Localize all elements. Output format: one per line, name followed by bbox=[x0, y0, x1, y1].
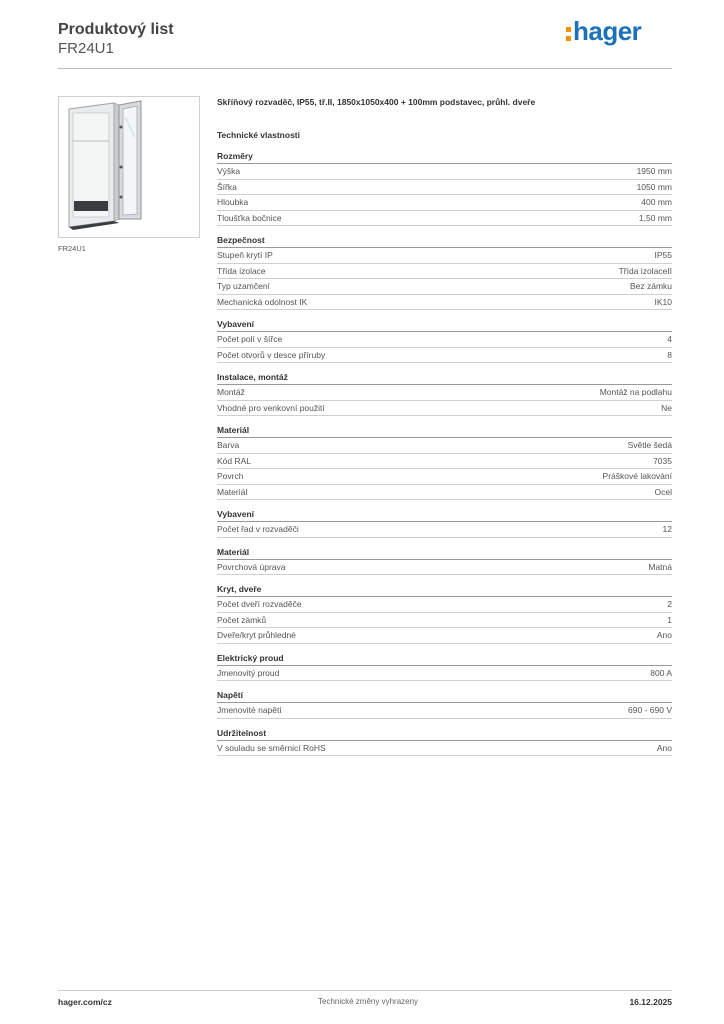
footer-divider bbox=[58, 990, 672, 991]
spec-row bbox=[217, 164, 672, 180]
spec-row bbox=[217, 295, 672, 311]
spec-label: Barva bbox=[217, 440, 240, 450]
spec-label: Třída izolace bbox=[217, 265, 266, 276]
spec-label: Výška bbox=[217, 166, 241, 176]
spec-value: Práškové lakování bbox=[602, 471, 672, 481]
spec-group-title: Kryt, dveře bbox=[217, 583, 672, 597]
spec-group bbox=[217, 424, 672, 500]
logo-dots-icon bbox=[566, 27, 571, 41]
spec-label: Počet polí v šířce bbox=[217, 334, 283, 344]
spec-row bbox=[217, 741, 672, 757]
image-caption: FR24U1 bbox=[58, 244, 86, 253]
spec-group bbox=[217, 727, 672, 757]
spec-group bbox=[217, 508, 672, 538]
spec-group-title: Instalace, montáž bbox=[217, 371, 672, 385]
spec-value: Ocel bbox=[654, 486, 672, 497]
spec-label: Počet zámků bbox=[217, 614, 267, 625]
spec-label: Počet dveří rozvaděče bbox=[217, 599, 302, 609]
spec-row bbox=[217, 522, 672, 538]
spec-label: Povrch bbox=[217, 471, 244, 481]
spec-group-title: Materiál bbox=[217, 546, 672, 560]
spec-value: 1 bbox=[667, 614, 672, 625]
spec-value: 2 bbox=[667, 599, 672, 609]
spec-row bbox=[217, 248, 672, 264]
spec-group-title: Materiál bbox=[217, 424, 672, 438]
spec-label: Jmenovité napětí bbox=[217, 705, 282, 715]
spec-section bbox=[217, 95, 672, 756]
spec-row bbox=[217, 211, 672, 227]
spec-row bbox=[217, 348, 672, 364]
spec-label: Dveře/kryt průhledné bbox=[217, 630, 296, 640]
spec-group-title: Elektrický proud bbox=[217, 652, 672, 666]
spec-group bbox=[217, 689, 672, 719]
spec-value: Matná bbox=[648, 561, 672, 572]
spec-group bbox=[217, 583, 672, 644]
spec-label: Tloušťka bočnice bbox=[217, 212, 282, 223]
spec-label: Hloubka bbox=[217, 197, 249, 207]
spec-group-title: Bezpečnost bbox=[217, 234, 672, 248]
spec-value: Ne bbox=[661, 402, 672, 413]
spec-value: 800 A bbox=[650, 667, 672, 678]
document-title: Produktový list bbox=[58, 21, 174, 38]
spec-value: 8 bbox=[667, 349, 672, 360]
spec-row bbox=[217, 332, 672, 348]
spec-groups bbox=[217, 150, 672, 756]
spec-label: Montáž bbox=[217, 387, 245, 397]
header-divider bbox=[58, 68, 672, 69]
spec-label: Šířka bbox=[217, 181, 237, 192]
product-description: Skříňový rozvaděč, IP55, tř.II, 1850x1050x400 + 100mm podstavec, průhl. dveře bbox=[217, 97, 536, 107]
footer-date: 16.12.2025 bbox=[629, 997, 672, 1007]
spec-value: Bez zámku bbox=[629, 281, 672, 291]
spec-row bbox=[217, 195, 672, 211]
spec-value: IK10 bbox=[654, 296, 672, 307]
spec-value: Světle šedá bbox=[627, 440, 672, 450]
spec-label: Vhodné pro venkovní použití bbox=[217, 402, 325, 413]
spec-value: Montáž na podlahu bbox=[599, 387, 672, 397]
spec-value: 1050 mm bbox=[636, 181, 672, 192]
spec-row bbox=[217, 666, 672, 682]
spec-group bbox=[217, 371, 672, 416]
spec-label: Typ uzamčení bbox=[217, 281, 270, 291]
spec-group-title: Udržitelnost bbox=[217, 727, 672, 741]
spec-value: 1,50 mm bbox=[638, 212, 672, 223]
spec-row bbox=[217, 485, 672, 501]
spec-value: 4 bbox=[667, 334, 672, 344]
spec-label: Stupeň krytí IP bbox=[217, 250, 273, 260]
spec-label: Mechanická odolnost IK bbox=[217, 296, 308, 307]
spec-group-title: Vybavení bbox=[217, 508, 672, 522]
spec-value: Třída izolaceII bbox=[618, 265, 672, 276]
spec-group bbox=[217, 546, 672, 576]
spec-label: Počet otvorů v desce příruby bbox=[217, 349, 326, 360]
spec-group bbox=[217, 234, 672, 310]
product-code: FR24U1 bbox=[58, 40, 114, 57]
spec-row bbox=[217, 469, 672, 485]
spec-row bbox=[217, 385, 672, 401]
technical-properties-title: Technické vlastnosti bbox=[217, 130, 300, 140]
spec-value: 7035 bbox=[653, 455, 672, 466]
spec-value: 690 - 690 V bbox=[628, 705, 672, 715]
spec-group-title: Rozměry bbox=[217, 150, 672, 164]
spec-value: Ano bbox=[656, 630, 672, 640]
spec-row bbox=[217, 438, 672, 454]
spec-group bbox=[217, 652, 672, 682]
spec-group-title: Vybavení bbox=[217, 318, 672, 332]
spec-row bbox=[217, 401, 672, 417]
spec-row bbox=[217, 180, 672, 196]
footer-note: Technické změny vyhrazeny bbox=[318, 997, 419, 1006]
spec-group bbox=[217, 318, 672, 363]
spec-label: Jmenovitý proud bbox=[217, 667, 280, 678]
spec-value: 12 bbox=[662, 524, 672, 534]
hager-logo[interactable] bbox=[566, 16, 641, 46]
spec-label: Povrchová úprava bbox=[217, 561, 286, 572]
footer-website[interactable]: hager.com/cz bbox=[58, 997, 112, 1007]
spec-group bbox=[217, 150, 672, 226]
cabinet-illustration bbox=[59, 97, 199, 237]
spec-value: 1950 mm bbox=[636, 166, 672, 176]
spec-row bbox=[217, 613, 672, 629]
spec-label: Kód RAL bbox=[217, 455, 252, 466]
spec-row bbox=[217, 279, 672, 295]
spec-value: IP55 bbox=[654, 250, 672, 260]
logo-text: hager bbox=[573, 15, 642, 46]
product-image bbox=[58, 96, 200, 238]
spec-label: Materiál bbox=[217, 486, 248, 497]
spec-row bbox=[217, 560, 672, 576]
spec-row bbox=[217, 454, 672, 470]
spec-value: Ano bbox=[656, 742, 672, 753]
spec-row bbox=[217, 264, 672, 280]
spec-row bbox=[217, 628, 672, 644]
spec-row bbox=[217, 703, 672, 719]
spec-value: 400 mm bbox=[641, 197, 672, 207]
spec-group-title: Napětí bbox=[217, 689, 672, 703]
spec-row bbox=[217, 597, 672, 613]
spec-label: Počet řad v rozvaděči bbox=[217, 524, 299, 534]
spec-label: V souladu se směrnicí RoHS bbox=[217, 742, 326, 753]
